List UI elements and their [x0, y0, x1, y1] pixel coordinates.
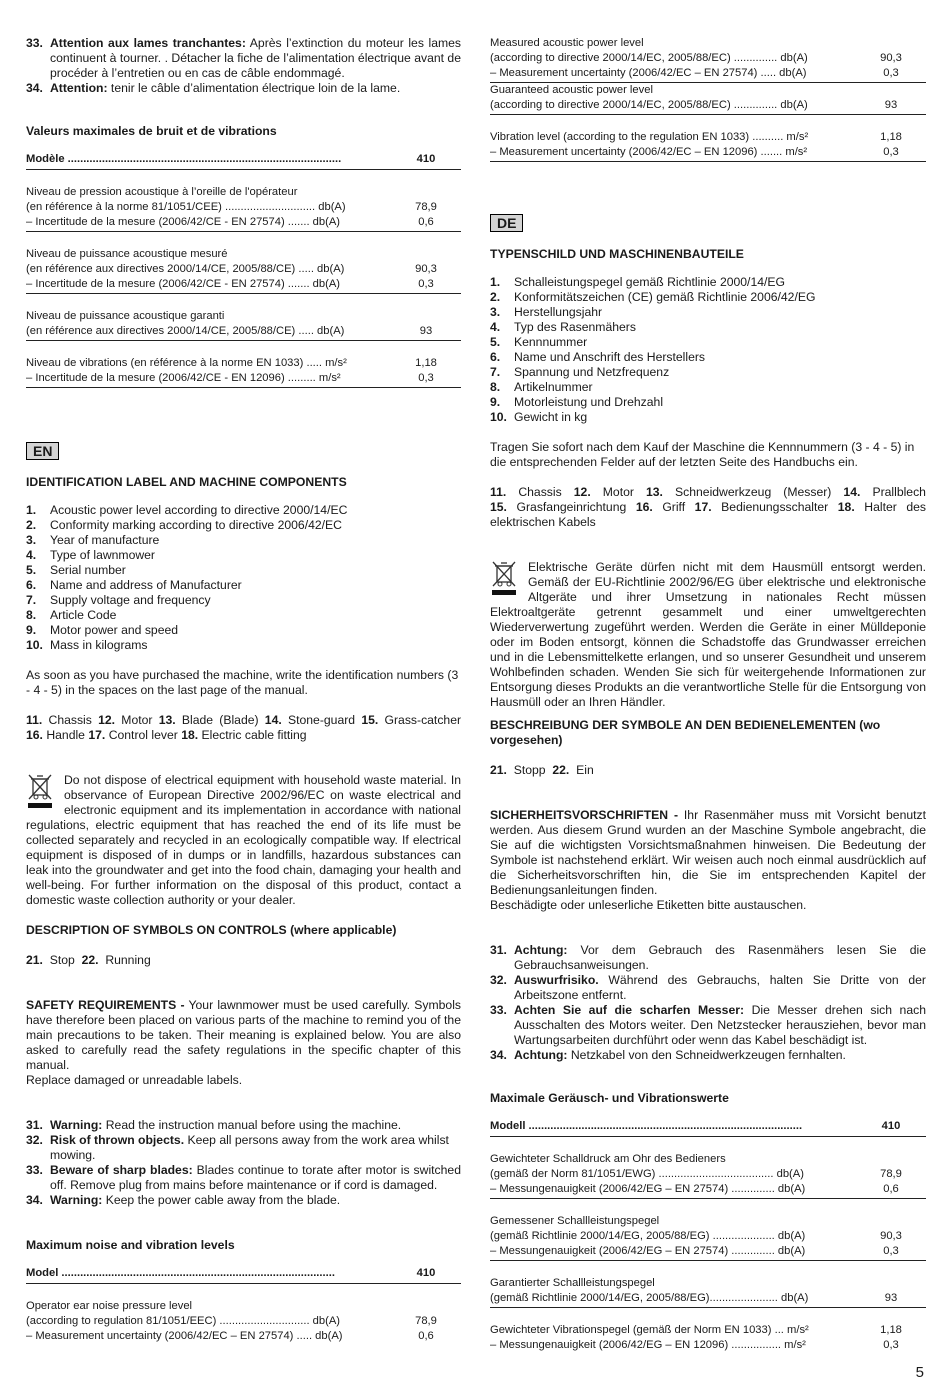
en-components: 11. Chassis 12. Motor 13. Blade (Blade) 14. Stone-guard 15. Grass-catcher 16. Handle 17. Control lever 18. Electric cable fitting	[26, 713, 462, 742]
list-item: 9. Motorleistung und Drehzahl	[490, 395, 664, 409]
list-item: 8. Artikelnummer	[490, 380, 593, 394]
list-item: 4. Type of lawnmower	[26, 548, 155, 562]
en-noise-table	[26, 1266, 461, 1345]
en-purchase-note: As soon as you have purchased the machine, write the identification numbers (3 - 4 - 5) in the spaces on the last page of the manual.	[26, 668, 459, 697]
table-group: Gewichteter Schalldruck am Ohr des Bedieners (gemäß der Norm 81/1051/EWG) ..................................... db(A) 78,9 – Messungenauigkeit (2006/42/EG – EN 27574) .............. db(A) 0,6	[490, 1152, 926, 1199]
lang-badge-en: EN	[26, 442, 59, 460]
fr-warnings	[26, 36, 461, 96]
list-item: 2. Konformitätszeichen (CE) gemäß Richtlinie 2006/42/EG	[490, 290, 816, 304]
en-safety-replace: Replace damaged or unreadable labels.	[26, 1073, 243, 1087]
table-group: Vibration level (according to the regulation EN 1033) .......... m/s² 1,18 – Measurement uncertainty (2006/42/EC – EN 12096) ....... m/s² 0,3	[490, 130, 926, 162]
de-purchase-note: Tragen Sie sofort nach dem Kauf der Maschine die Kennnummern (3 - 4 - 5) in die entsprechenden Felder auf der letzten Seite des Handbuchs ein.	[490, 440, 915, 469]
list-item: 2. Conformity marking according to directive 2006/42/EC	[26, 518, 342, 532]
en-symbols-title: DESCRIPTION OF SYMBOLS ON CONTROLS (where applicable)	[26, 923, 397, 937]
en-noise-table-continued	[490, 36, 926, 162]
warning-item: 33. Achten Sie auf die scharfen Messer: Die Messer drehen sich nach Ausschalten des Motors weiter. Den Netzstecker herausziehen, bevor man Wartungsarbeiten durchführt oder wenn das Kabel beschädigt ist.	[490, 1003, 926, 1047]
list-item: 3. Year of manufacture	[26, 533, 160, 547]
table-group: Guaranteed acoustic power level (according to directive 2000/14/EC, 2005/88/EC) .............. db(A) 93	[490, 83, 926, 115]
en-disposal: Do not dispose of electrical equipment with household waste material. In observance of European Directive 2002/96/EC on waste electrical and electronic equipment and its implementation in accordance with national regulations, electric equipment that has reached the end of its life must be collected separately and recycled in an ecologically compatible way. If electrical equipment is disposed of in dumps or in landfills, hazardous substances can leak into the groundwater and get into the food chain, damaging your health and well-being. For further information on the disposal of this product, contact a domestic waste collection authority or your dealer.	[26, 773, 461, 907]
table-group: Niveau de pression acoustique à l’oreille de l'opérateur (en référence à la norme 81/1051/CEE) ............................. db(A) 78,9 – Incertitude de la mesure (2006/42/CE - EN 27574) ....... db(A) 0,6	[26, 185, 461, 232]
item-number: 34.	[26, 81, 43, 95]
de-label-title: TYPENSCHILD UND MASCHINENBAUTEILE	[490, 247, 744, 261]
list-item: 3. Herstellungsjahr	[490, 305, 603, 319]
en-warnings	[26, 1118, 461, 1208]
de-disposal: Elektrische Geräte dürfen nicht mit dem Hausmüll entsorgt werden. Gemäß der EU-Richtlinie 2002/96/EG über elektrische und elektronische Altgeräte und ihrer Umsetzung in nationales Recht müssen Elektroaltgeräte getrennt gesammelt und einer umweltgerechten Wiederverwertung zugeführt werden. Werden die Geräte in einer Mülldeponie oder im Boden entsorgt, können die Schadstoffe das Grundwasser erreichen und in die Lebensmittelkette erlangen, und so unserer Gesundheit und unserem Wohlbefinden schaden. Wenden Sie sich für weitergehende Informationen zur Entsorgung dieses Produkts an die verantwortliche Stelle für die Entsorgung von Hausmüll oder an Ihren Händler.	[490, 560, 926, 709]
warning-text: tenir le câble d’alimentation électrique loin de la lame.	[107, 81, 401, 95]
table-group: Gemessener Schallleistungspegel (gemäß Richtlinie 2000/14/EG, 2005/88/EG) .................... db(A) 90,3 – Messungenauigkeit (2006/42/EG – EN 27574) .............. db(A) 0,3	[490, 1214, 926, 1261]
list-item: 4. Typ des Rasenmähers	[490, 320, 636, 334]
en-symbols: 21. Stop 22. Running	[26, 953, 151, 967]
warning-title: Attention:	[50, 81, 108, 95]
table-header: Modèle ........................................................................................ 410	[26, 152, 461, 170]
table-group: Garantierter Schallleistungspegel (gemäß Richtlinie 2000/14/EG, 2005/88/EG)...................... db(A) 93	[490, 1276, 926, 1308]
de-noise-table	[490, 1119, 926, 1354]
table-group: Niveau de puissance acoustique mesuré (en référence aux directives 2000/14/CE, 2005/88/CE) ..... db(A) 90,3 – Incertitude de la mesure (2006/42/CE - EN 27574) ....... db(A) 0,3	[26, 247, 461, 294]
list-item: 6. Name und Anschrift des Herstellers	[490, 350, 706, 364]
table-group: Gewichteter Vibrationspegel (gemäß der Norm EN 1033) ... m/s² 1,18 – Messungenauigkeit (2006/42/EG – EN 12096) ................ m/s² 0,3	[490, 1324, 902, 1351]
crossed-bin-icon	[490, 560, 520, 596]
en-safety: SAFETY REQUIREMENTS - Your lawnmower must be used carefully. Symbols have therefore been placed on various parts of the machine to remind you of the main precautions to be taken. Their meaning is explained below. You are also asked to carefully read the safety regulations in the specific chapter of this manual.	[26, 998, 461, 1072]
de-label-list	[490, 275, 926, 425]
list-item: 6. Name and address of Manufacturer	[26, 578, 242, 592]
de-components: 11. Chassis 12. Motor 13. Schneidwerkzeug (Messer) 14. Prallblech 15. Grasfangeinrichtung 16. Griff 17. Bedienungsschalter 18. Halter des elektrischen Kabels	[490, 485, 926, 529]
right-column	[490, 36, 926, 1354]
table-group: Niveau de vibrations (en référence à la norme EN 1033) ..... m/s² 1,18 – Incertitude de la mesure (2006/42/CE - EN 12096) ......... m/s² 0,3	[26, 356, 461, 388]
list-item: 5. Serial number	[26, 563, 126, 577]
de-safety: SICHERHEITSVORSCHRIFTEN - Ihr Rasenmäher muss mit Vorsicht benutzt werden. Aus diesem Grund wurden an der Maschine Symbole angebracht, die Sie auf die wichtigsten Vorsichtsmaßnahmen hinweisen. Die Bedeutung der Symbole ist nachstehend erklärt. Wir weisen auch noch einmal ausdrücklich auf die Sicherheitsvorschriften hin, die Sie im entsprechenden Kapitel der Bedienungsanleitungen finden.	[490, 808, 926, 897]
en-label-list	[26, 503, 461, 653]
list-item: 9. Motor power and speed	[26, 623, 179, 637]
fr-warning-33	[26, 36, 461, 81]
de-safety-replace: Beschädigte oder unleserliche Etiketten bitte austauschen.	[490, 898, 807, 912]
table-group: Measured acoustic power level (according to directive 2000/14/EC, 2005/88/EC) .............. db(A) 90,3 – Measurement uncertainty (2006/42/EC – EN 27574) ..... db(A) 0,3	[490, 36, 926, 83]
de-noise-title: Maximale Geräusch- und Vibrationswerte	[490, 1091, 729, 1105]
page-number: 5	[915, 1364, 924, 1381]
item-number: 33.	[26, 36, 43, 50]
warning-item: 32. Auswurfrisiko. Während des Gebrauchs, halten Sie Dritte von der Arbeitszone entfernt.	[490, 973, 926, 1002]
list-item: 7. Supply voltage and frequency	[26, 593, 211, 607]
crossed-bin-icon	[26, 773, 56, 809]
list-item: 7. Spannung und Netzfrequenz	[490, 365, 670, 379]
table-header: Model ........................................................................................ 410	[26, 1266, 461, 1284]
list-item: 5. Kennnummer	[490, 335, 588, 349]
table-group: Operator ear noise pressure level (according to regulation 81/1051/EEC) ............................. db(A) 78,9 – Measurement uncertainty (2006/42/EC – EN 27574) ..... db(A) 0,6	[26, 1300, 437, 1342]
de-symbols: 21. Stopp 22. Ein	[490, 763, 594, 777]
table-header: Modell ........................................................................................ 410	[490, 1119, 926, 1137]
warning-item: 34. Warning: Keep the power cable away from the blade.	[26, 1193, 341, 1207]
left-column	[26, 36, 461, 1345]
list-item: 1. Acoustic power level according to directive 2000/14/EC	[26, 503, 348, 517]
list-item: 10. Mass in kilograms	[26, 638, 148, 652]
list-item: 10. Gewicht in kg	[490, 410, 588, 424]
fr-noise-table	[26, 152, 461, 388]
warning-item: 31. Warning: Read the instruction manual before using the machine.	[26, 1118, 402, 1132]
de-warnings	[490, 943, 926, 1063]
en-noise-title: Maximum noise and vibration levels	[26, 1238, 235, 1252]
fr-warning-34	[26, 81, 461, 96]
en-label-title: IDENTIFICATION LABEL AND MACHINE COMPONENTS	[26, 475, 347, 489]
list-item: 8. Article Code	[26, 608, 117, 622]
lang-badge-de: DE	[490, 214, 523, 232]
warning-item: 31. Achtung: Vor dem Gebrauch des Rasenmähers lesen Sie die Gebrauchsanweisungen.	[490, 943, 926, 972]
warning-title: Attention aux lames tranchantes:	[50, 36, 246, 50]
warning-item: 33. Beware of sharp blades: Blades continue to torate after motor is switched off. Remove plug from mains before maintenance or if cord is damaged.	[26, 1163, 461, 1192]
warning-text: Après l’extinction du moteur les lames continuent à tourner. . Détacher la fiche de l’alimentation électrique avant de procéder à l’entretien ou en cas de câble endommagé.	[50, 36, 461, 80]
list-item: 1. Schalleistungspegel gemäß Richtlinie 2000/14/EG	[490, 275, 785, 289]
warning-item: 32. Risk of thrown objects. Keep all persons away from the work area whilst mowing.	[26, 1133, 449, 1162]
fr-noise-title: Valeurs maximales de bruit et de vibrations	[26, 124, 277, 138]
warning-item: 34. Achtung: Netzkabel von den Schneidwerkzeugen fernhalten.	[490, 1048, 846, 1062]
de-symbols-title: BESCHREIBUNG DER SYMBOLE AN DEN BEDIENELEMENTEN (wo vorgesehen)	[490, 718, 881, 747]
table-group: Niveau de puissance acoustique garanti (en référence aux directives 2000/14/CE, 2005/88/CE) ..... db(A) 93	[26, 309, 461, 341]
